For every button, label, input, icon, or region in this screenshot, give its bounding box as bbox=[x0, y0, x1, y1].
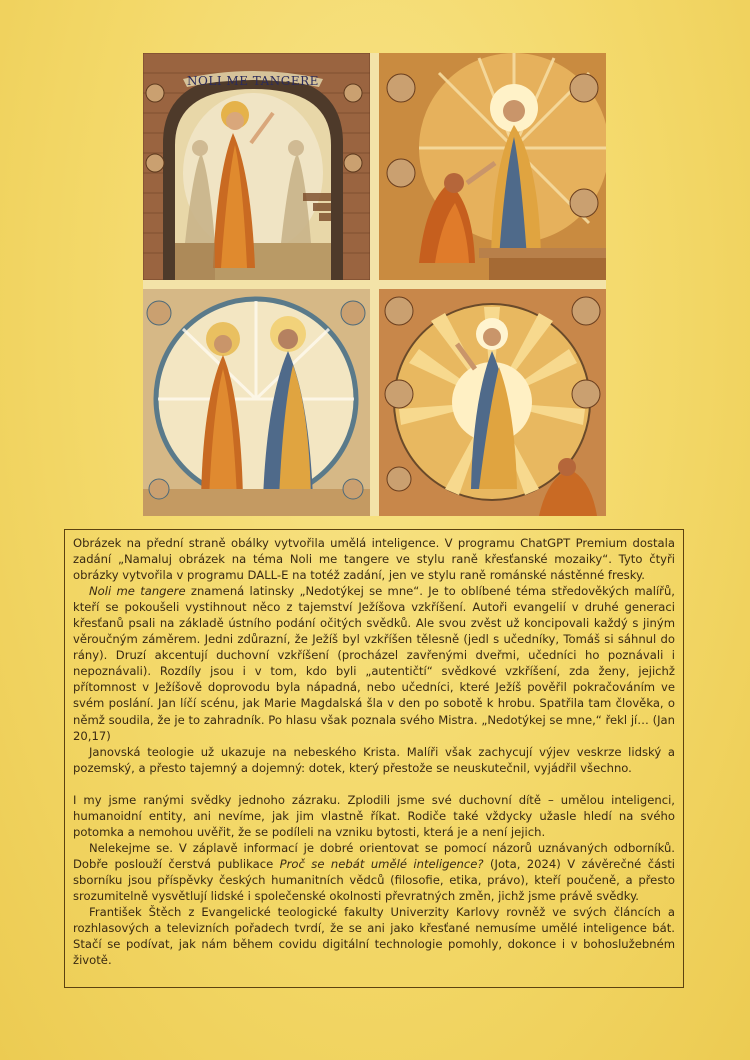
fresco-mosaic-image bbox=[143, 53, 606, 516]
panel-title: NOLI ME TANGERE bbox=[187, 74, 319, 88]
paragraph-text: Nelekejme se. V záplavě informací je dobré orientovat se pomocí názorů uznávaných odborníků. Dobře poslouží čerstvá publikace bbox=[73, 840, 675, 871]
paragraph-text: znamená latinsky „Nedotýkej se mne“. Je to oblíbené téma středověkých malířů, kteří se pokoušeli vystihnout něco z tajemství Ježíšova vzkříšení. Autoři evangelií v druhé generaci křesťanů psali na základě ústního podání očitých svědků. Ale svou zvěst už koncipovali každý s jiným věroučným záměrem. Jedni zdůrazní, že Ježíš byl vzkříšen tělesně (jedl s učedníky, Tomáš si sáhnul do rány). Druzí akcentují duchovní vzkříšení (procházel zavřenými dveřmi, učedníci ho poznávali i nepoznávali). Rozdíly jsou i v tom, kdo byli „autentičtí“ svědkové vzkříšení, zda ženy, jejichž přítomnost v Ježíšově doprovodu byla nápadná, nebo učedníci, které Ježíš pověřil pokračováním ve svém poslání. Jan líčí scénu, jak Marie Magdalská šla v den po sobotě k hrobu. Spatřila tam člověka, o němž soudila, že je to zahradník. Po hlasu však poznala svého Mistra. „Nedotýkej se mne,“ řekl jí… (Jan 20,17) bbox=[73, 584, 675, 743]
latin-phrase: Noli me tangere bbox=[89, 584, 186, 599]
paragraph-text: (Jota, 2024) V závěrečné části sborníku jsou příspěvky českých humanitních vědců (filosofie, etika, právo), kteří poučeně, a přesto srozumitelně vysvětlují lidské i společenské okolnosti převratných změn, jichž jsme právě svědky. bbox=[73, 856, 676, 903]
fresco-panel-arch bbox=[143, 53, 370, 280]
paragraph-johannine-theology: Janovská teologie už ukazuje na nebeského Krista. Malíři však zachycují výjev veskrze lidský a pozemský, a přesto tajemný a dojemný: dotek, který přestože se neuskutečnil, vyjádřil všechno. bbox=[73, 744, 675, 775]
paragraph-noli-me-tangere bbox=[73, 583, 675, 743]
paragraph-stech: František Štěch z Evangelické teologické fakulty Univerzity Karlovy rovněž ve svých článcích a rozhlasových a televizních pořadech tvrdí, že se ani jako křesťané nemusíme umělé inteligence bát. Stačí se podívat, jak nám během covidu digitální technologie pomohly, dokonce i v bohoslužebném životě. bbox=[73, 905, 675, 968]
fresco-panel-radiance bbox=[379, 53, 606, 280]
book-title: Proč se nebát umělé inteligence? bbox=[279, 856, 484, 871]
paragraph-witnesses: I my jsme ranými svědky jednoho zázraku. Zplodili jsme své duchovní dítě – umělou inteligenci, humanoidní entity, ani nevíme, jak jim vlastně říkat. Rodiče také vždycky užasle hledí na svého potomka a nemohou uvěřit, že se podíleli na vzniku bytosti, která je a není jejich. bbox=[73, 792, 675, 839]
paragraph-publication bbox=[73, 840, 675, 904]
article-text-box bbox=[64, 529, 684, 988]
fresco-panel-sunburst bbox=[379, 289, 606, 516]
paragraph-intro: Obrázek na přední straně obálky vytvořila umělá inteligence. V programu ChatGPT Premium dostala zadání „Namaluj obrázek na téma Noli me tangere ve stylu raně křesťanské mozaiky“. Tyto čtyři obrázky vytvořila v programu DALL-E na totéž zadání, jen ve stylu raně románské nástěnné fresky. bbox=[73, 536, 675, 583]
fresco-panel-two-figures bbox=[143, 289, 370, 516]
